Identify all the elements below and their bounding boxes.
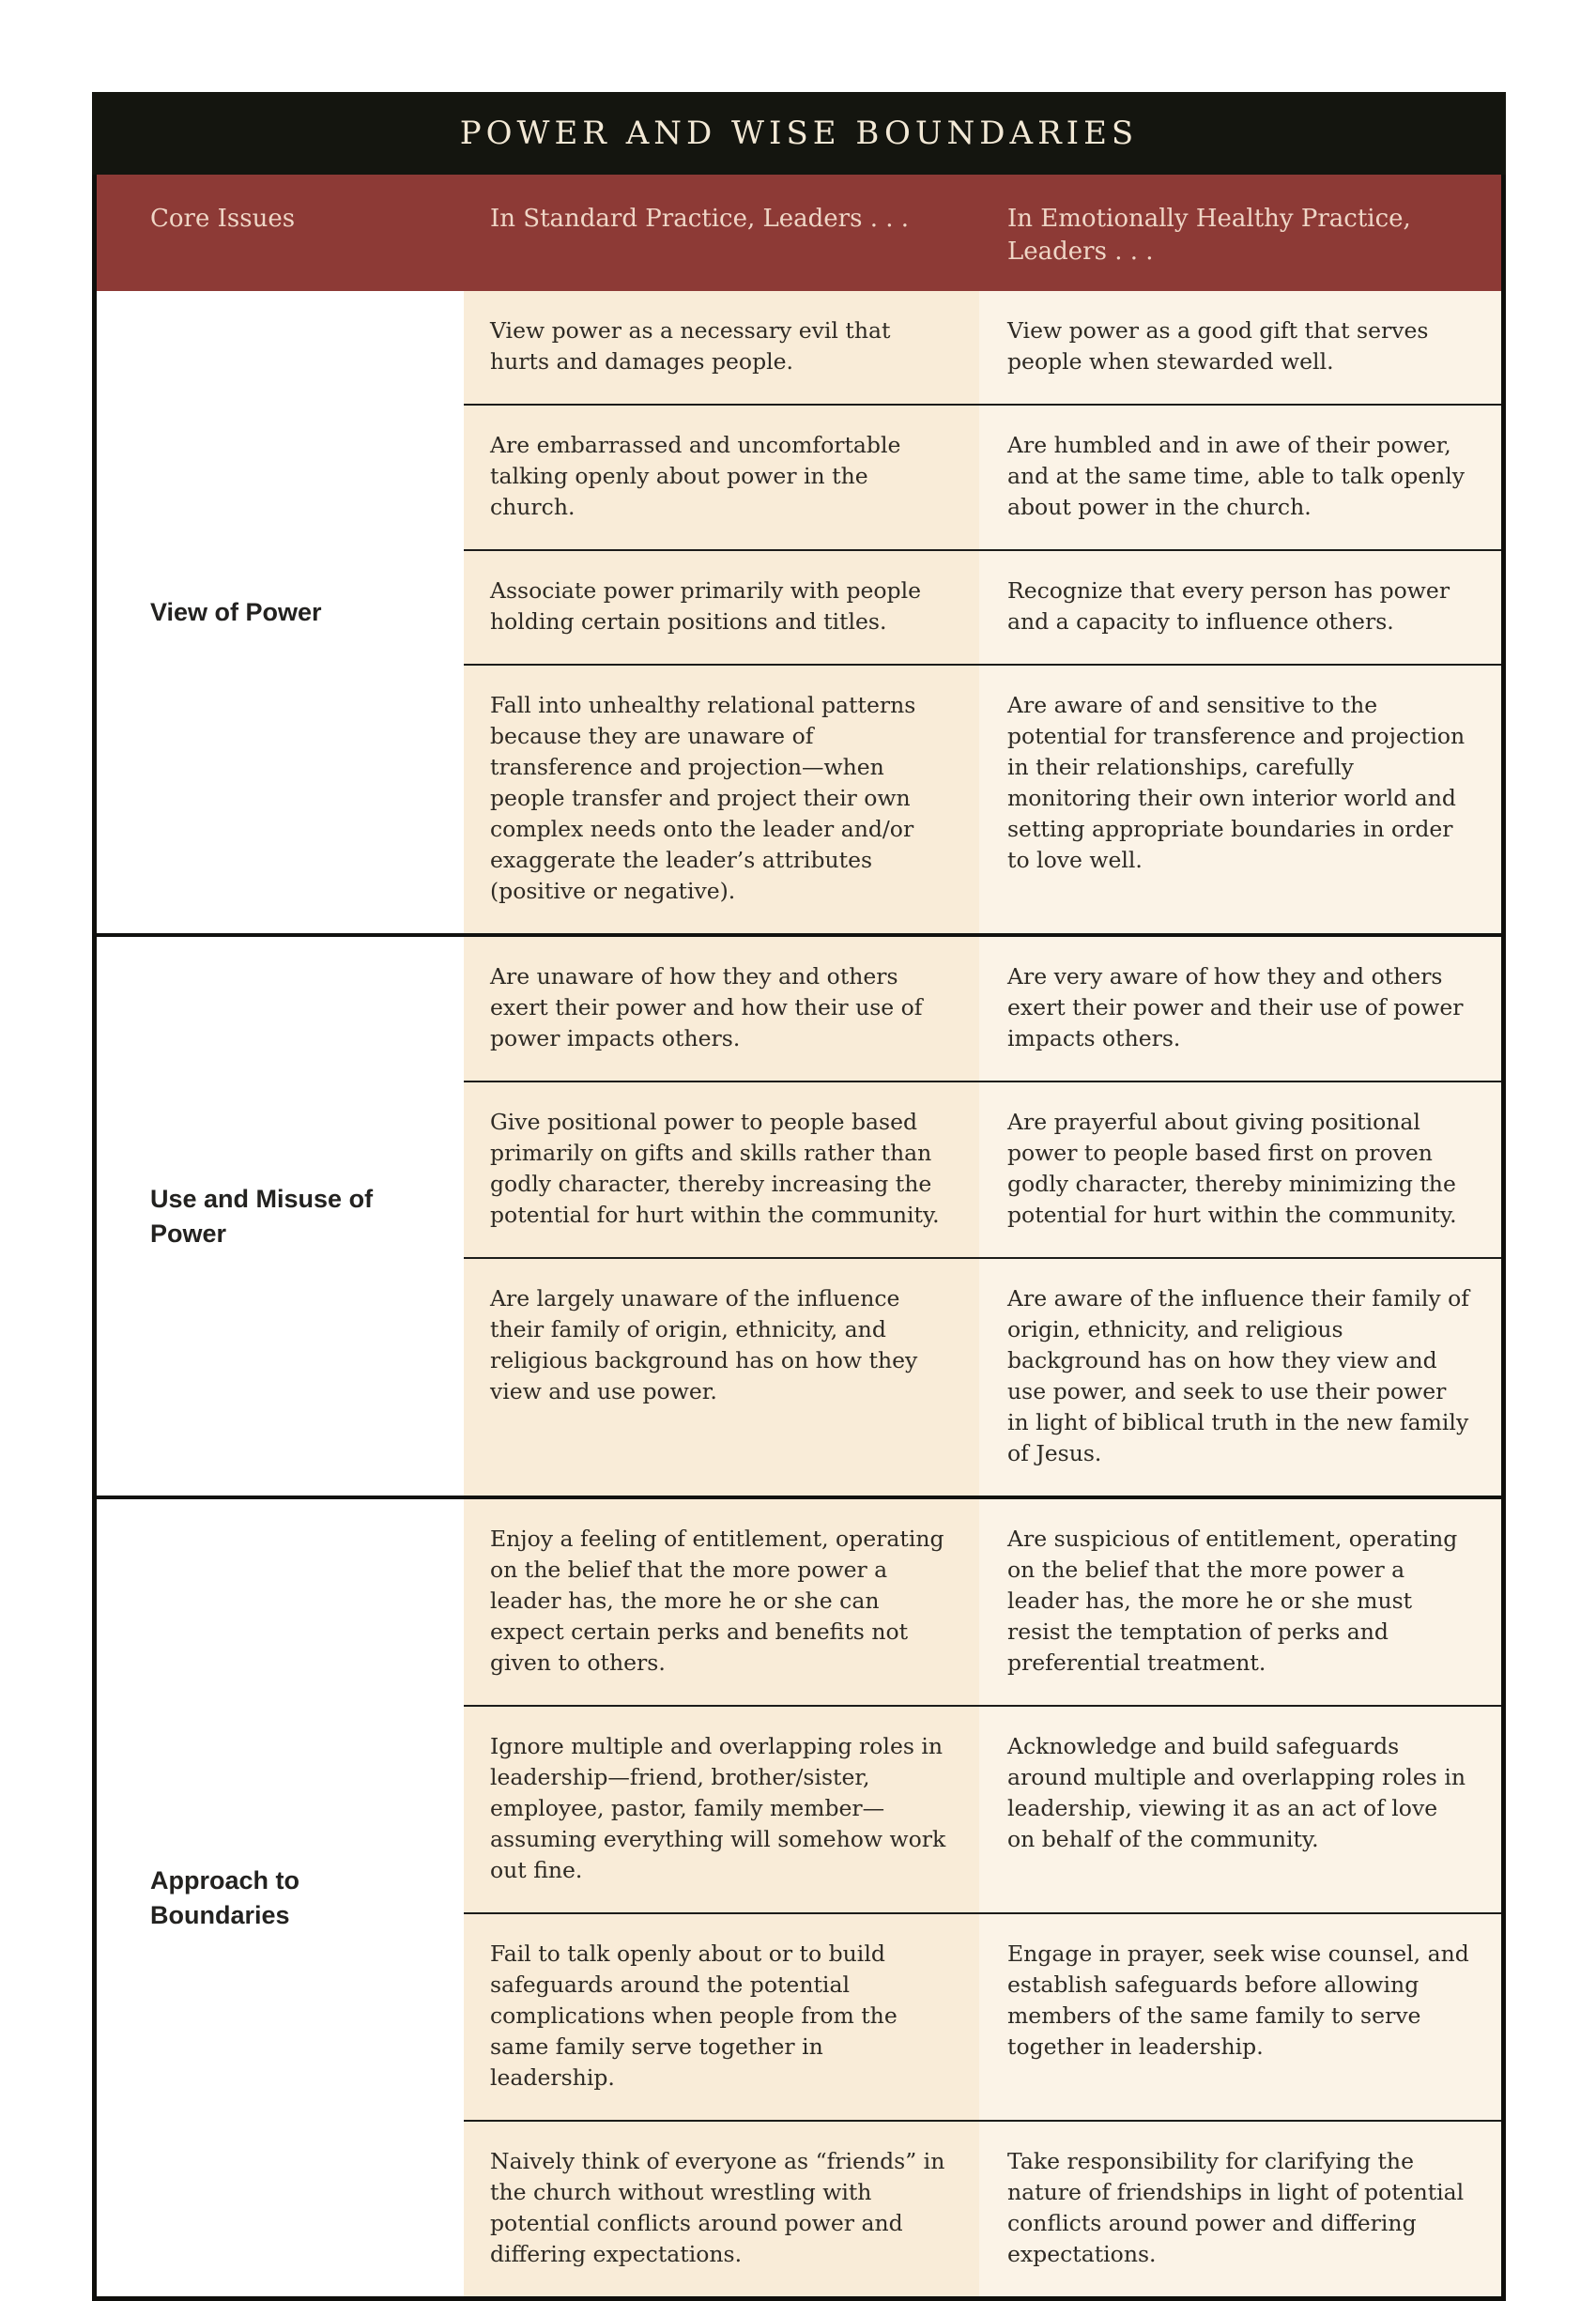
healthy-practice-cell: Are aware of and sensitive to the potential for transference and projection in their relationships, carefully monitoring their own interior world and setting appropriate boundaries in order to love well. [979, 666, 1501, 933]
healthy-practice-cell: Are very aware of how they and others exert their power and their use of power impacts others. [979, 937, 1501, 1081]
standard-practice-cell: Enjoy a feeling of entitlement, operating on the belief that the more power a leader has, the more he or she can expect certain perks and benefits not given to others. [464, 1499, 979, 1705]
standard-practice-cell: Are largely unaware of the influence their family of origin, ethnicity, and religious background has on how they view and use power. [464, 1259, 979, 1496]
section [97, 291, 1501, 933]
section-rows [464, 291, 1501, 933]
section-label: View of Power [97, 291, 464, 933]
healthy-practice-cell: Take responsibility for clarifying the nature of friendships in light of potential conflicts around power and differing expectations. [979, 2122, 1501, 2296]
healthy-practice-cell: Are prayerful about giving positional power to people based first on proven godly character, thereby minimizing the potential for hurt within the community. [979, 1082, 1501, 1257]
standard-practice-cell: Associate power primarily with people holding certain positions and titles. [464, 551, 979, 664]
table-row [464, 937, 1501, 1081]
standard-practice-cell: Give positional power to people based primarily on gifts and skills rather than godly character, thereby increasing the potential for hurt within the community. [464, 1082, 979, 1257]
standard-practice-cell: Naively think of everyone as “friends” in the church without wrestling with potential conflicts around power and differing expectations. [464, 2122, 979, 2296]
healthy-practice-cell: Are suspicious of entitlement, operating on the belief that the more power a leader has, the more he or she must resist the temptation of perks and preferential treatment. [979, 1499, 1501, 1705]
section [97, 933, 1501, 1496]
healthy-practice-cell: Are aware of the influence their family of origin, ethnicity, and religious background has on how they view and use power, and seek to use their power in light of biblical truth in the new family of Jesus. [979, 1259, 1501, 1496]
power-and-wise-boundaries-table [92, 92, 1506, 2301]
table-row [464, 1257, 1501, 1496]
table-row [464, 664, 1501, 933]
standard-practice-cell: Ignore multiple and overlapping roles in leadership—friend, brother/sister, employee, pastor, family member—assuming everything will somehow work out fine. [464, 1707, 979, 1912]
table-title-bar [92, 92, 1506, 175]
header-core-issues: Core Issues [150, 205, 296, 233]
table-row [464, 1705, 1501, 1912]
standard-practice-cell: View power as a necessary evil that hurts and damages people. [464, 291, 979, 404]
healthy-practice-cell: Are humbled and in awe of their power, and at the same time, able to talk openly about power in the church. [979, 406, 1501, 549]
standard-practice-cell: Are unaware of how they and others exert their power and how their use of power impacts others. [464, 937, 979, 1081]
section-rows [464, 937, 1501, 1496]
header-emotionally-healthy-practice: In Emotionally Healthy Practice, Leaders . . . [1007, 205, 1411, 267]
healthy-practice-cell: View power as a good gift that serves people when stewarded well. [979, 291, 1501, 404]
section [97, 1496, 1501, 2296]
table-row [464, 2120, 1501, 2296]
healthy-practice-cell: Engage in prayer, seek wise counsel, and establish safeguards before allowing members of the same family to serve together in leadership. [979, 1914, 1501, 2120]
standard-practice-cell: Fail to talk openly about or to build safeguards around the potential complications when people from the same family serve together in leadership. [464, 1914, 979, 2120]
table-row [464, 1499, 1501, 1705]
table-row [464, 549, 1501, 664]
table-row [464, 1081, 1501, 1257]
table-row [464, 404, 1501, 549]
healthy-practice-cell: Recognize that every person has power and a capacity to influence others. [979, 551, 1501, 664]
standard-practice-cell: Are embarrassed and uncomfortable talking openly about power in the church. [464, 406, 979, 549]
table-title: POWER AND WISE BOUNDARIES [459, 115, 1139, 152]
section-label: Approach to Boundaries [97, 1499, 464, 2296]
header-standard-practice: In Standard Practice, Leaders . . . [490, 205, 910, 233]
table-row [464, 291, 1501, 404]
table-row [464, 1912, 1501, 2120]
table-header-row [97, 175, 1501, 291]
standard-practice-cell: Fall into unhealthy relational patterns because they are unaware of transference and projection—when people transfer and project their own complex needs onto the leader and/or exaggerate the leader’s attributes (positive or negative). [464, 666, 979, 933]
table-body [97, 291, 1501, 2296]
healthy-practice-cell: Acknowledge and build safeguards around multiple and overlapping roles in leadership, viewing it as an act of love on behalf of the community. [979, 1707, 1501, 1912]
section-rows [464, 1499, 1501, 2296]
section-label: Use and Misuse of Power [97, 937, 464, 1496]
